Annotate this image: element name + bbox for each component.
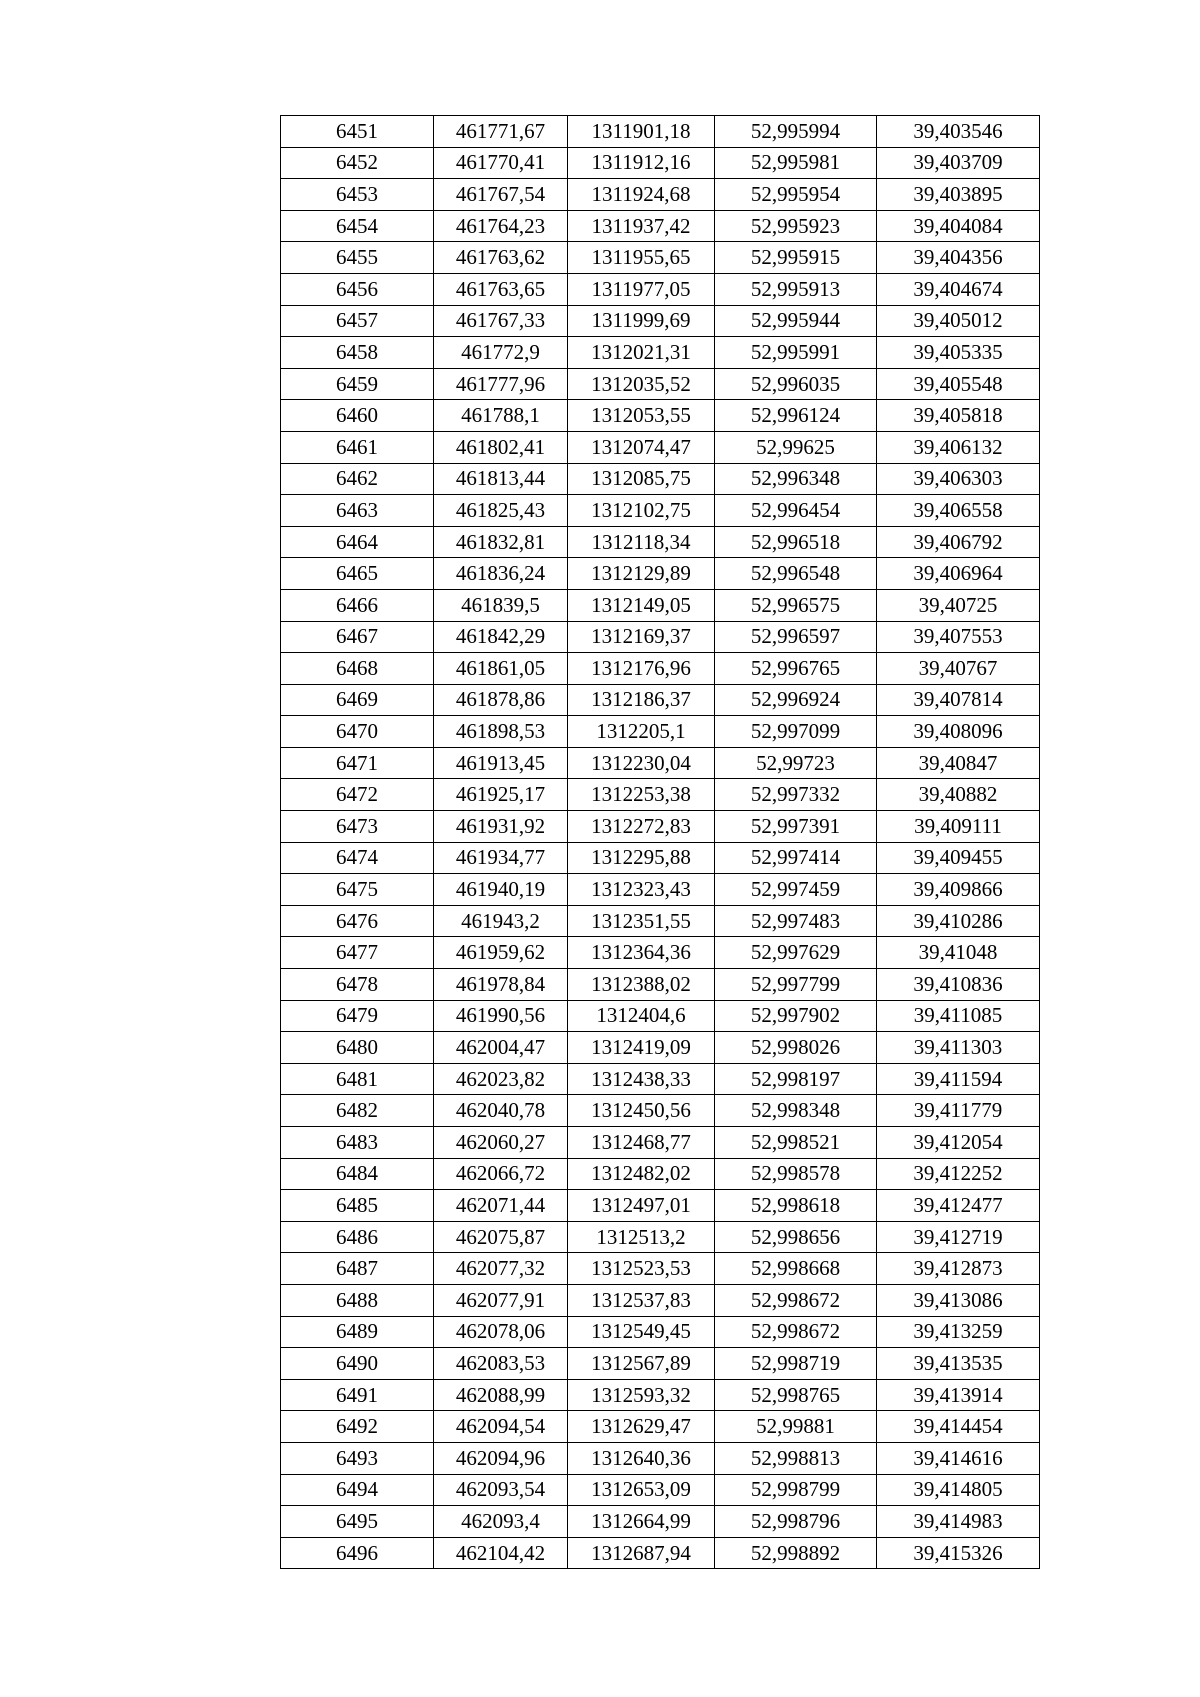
longitude-cell: 39,409111 bbox=[877, 811, 1040, 843]
point-number-cell: 6478 bbox=[281, 969, 434, 1001]
y-coordinate-cell: 1312364,36 bbox=[568, 937, 715, 969]
table-row bbox=[281, 1316, 1040, 1348]
point-number-cell: 6481 bbox=[281, 1063, 434, 1095]
y-coordinate-cell: 1312129,89 bbox=[568, 558, 715, 590]
point-number-cell: 6462 bbox=[281, 463, 434, 495]
longitude-cell: 39,405335 bbox=[877, 337, 1040, 369]
latitude-cell: 52,998892 bbox=[715, 1537, 877, 1569]
x-coordinate-cell: 461832,81 bbox=[434, 526, 568, 558]
y-coordinate-cell: 1312468,77 bbox=[568, 1127, 715, 1159]
latitude-cell: 52,996575 bbox=[715, 589, 877, 621]
latitude-cell: 52,995981 bbox=[715, 147, 877, 179]
latitude-cell: 52,996454 bbox=[715, 495, 877, 527]
longitude-cell: 39,413259 bbox=[877, 1316, 1040, 1348]
table-row bbox=[281, 1032, 1040, 1064]
latitude-cell: 52,998668 bbox=[715, 1253, 877, 1285]
x-coordinate-cell: 461825,43 bbox=[434, 495, 568, 527]
x-coordinate-cell: 462060,27 bbox=[434, 1127, 568, 1159]
latitude-cell: 52,99625 bbox=[715, 431, 877, 463]
latitude-cell: 52,998796 bbox=[715, 1506, 877, 1538]
x-coordinate-cell: 461934,77 bbox=[434, 842, 568, 874]
latitude-cell: 52,997332 bbox=[715, 779, 877, 811]
x-coordinate-cell: 462088,99 bbox=[434, 1379, 568, 1411]
point-number-cell: 6472 bbox=[281, 779, 434, 811]
point-number-cell: 6484 bbox=[281, 1158, 434, 1190]
x-coordinate-cell: 461763,65 bbox=[434, 273, 568, 305]
longitude-cell: 39,406792 bbox=[877, 526, 1040, 558]
latitude-cell: 52,996765 bbox=[715, 653, 877, 685]
point-number-cell: 6451 bbox=[281, 116, 434, 148]
point-number-cell: 6487 bbox=[281, 1253, 434, 1285]
latitude-cell: 52,99723 bbox=[715, 747, 877, 779]
x-coordinate-cell: 462004,47 bbox=[434, 1032, 568, 1064]
longitude-cell: 39,412477 bbox=[877, 1190, 1040, 1222]
point-number-cell: 6492 bbox=[281, 1411, 434, 1443]
table-row bbox=[281, 558, 1040, 590]
y-coordinate-cell: 1312523,53 bbox=[568, 1253, 715, 1285]
point-number-cell: 6459 bbox=[281, 368, 434, 400]
table-row bbox=[281, 653, 1040, 685]
y-coordinate-cell: 1312021,31 bbox=[568, 337, 715, 369]
latitude-cell: 52,995923 bbox=[715, 210, 877, 242]
table-row bbox=[281, 937, 1040, 969]
table-row bbox=[281, 1284, 1040, 1316]
x-coordinate-cell: 461764,23 bbox=[434, 210, 568, 242]
y-coordinate-cell: 1312537,83 bbox=[568, 1284, 715, 1316]
point-number-cell: 6494 bbox=[281, 1474, 434, 1506]
y-coordinate-cell: 1312388,02 bbox=[568, 969, 715, 1001]
longitude-cell: 39,40847 bbox=[877, 747, 1040, 779]
x-coordinate-cell: 461813,44 bbox=[434, 463, 568, 495]
longitude-cell: 39,411779 bbox=[877, 1095, 1040, 1127]
table-row bbox=[281, 210, 1040, 242]
y-coordinate-cell: 1312450,56 bbox=[568, 1095, 715, 1127]
point-number-cell: 6470 bbox=[281, 716, 434, 748]
longitude-cell: 39,405548 bbox=[877, 368, 1040, 400]
y-coordinate-cell: 1311955,65 bbox=[568, 242, 715, 274]
longitude-cell: 39,40725 bbox=[877, 589, 1040, 621]
longitude-cell: 39,408096 bbox=[877, 716, 1040, 748]
point-number-cell: 6479 bbox=[281, 1000, 434, 1032]
y-coordinate-cell: 1312053,55 bbox=[568, 400, 715, 432]
latitude-cell: 52,997391 bbox=[715, 811, 877, 843]
table-row bbox=[281, 1221, 1040, 1253]
point-number-cell: 6464 bbox=[281, 526, 434, 558]
y-coordinate-cell: 1312253,38 bbox=[568, 779, 715, 811]
y-coordinate-cell: 1312404,6 bbox=[568, 1000, 715, 1032]
y-coordinate-cell: 1312497,01 bbox=[568, 1190, 715, 1222]
point-number-cell: 6452 bbox=[281, 147, 434, 179]
table-row bbox=[281, 1000, 1040, 1032]
y-coordinate-cell: 1312149,05 bbox=[568, 589, 715, 621]
table-row bbox=[281, 874, 1040, 906]
longitude-cell: 39,412873 bbox=[877, 1253, 1040, 1285]
longitude-cell: 39,40882 bbox=[877, 779, 1040, 811]
latitude-cell: 52,998026 bbox=[715, 1032, 877, 1064]
point-number-cell: 6480 bbox=[281, 1032, 434, 1064]
coordinate-table-body bbox=[281, 116, 1040, 1569]
point-number-cell: 6471 bbox=[281, 747, 434, 779]
x-coordinate-cell: 461839,5 bbox=[434, 589, 568, 621]
x-coordinate-cell: 461925,17 bbox=[434, 779, 568, 811]
y-coordinate-cell: 1312567,89 bbox=[568, 1348, 715, 1380]
x-coordinate-cell: 461767,33 bbox=[434, 305, 568, 337]
x-coordinate-cell: 461842,29 bbox=[434, 621, 568, 653]
latitude-cell: 52,998348 bbox=[715, 1095, 877, 1127]
longitude-cell: 39,413914 bbox=[877, 1379, 1040, 1411]
longitude-cell: 39,412054 bbox=[877, 1127, 1040, 1159]
point-number-cell: 6469 bbox=[281, 684, 434, 716]
longitude-cell: 39,414454 bbox=[877, 1411, 1040, 1443]
point-number-cell: 6477 bbox=[281, 937, 434, 969]
y-coordinate-cell: 1311999,69 bbox=[568, 305, 715, 337]
point-number-cell: 6476 bbox=[281, 905, 434, 937]
y-coordinate-cell: 1312629,47 bbox=[568, 1411, 715, 1443]
latitude-cell: 52,996348 bbox=[715, 463, 877, 495]
table-row bbox=[281, 1379, 1040, 1411]
latitude-cell: 52,995913 bbox=[715, 273, 877, 305]
longitude-cell: 39,403546 bbox=[877, 116, 1040, 148]
longitude-cell: 39,403895 bbox=[877, 179, 1040, 211]
x-coordinate-cell: 461802,41 bbox=[434, 431, 568, 463]
longitude-cell: 39,412252 bbox=[877, 1158, 1040, 1190]
point-number-cell: 6466 bbox=[281, 589, 434, 621]
table-row bbox=[281, 1411, 1040, 1443]
latitude-cell: 52,996597 bbox=[715, 621, 877, 653]
x-coordinate-cell: 462040,78 bbox=[434, 1095, 568, 1127]
y-coordinate-cell: 1312593,32 bbox=[568, 1379, 715, 1411]
table-row bbox=[281, 1442, 1040, 1474]
longitude-cell: 39,410836 bbox=[877, 969, 1040, 1001]
longitude-cell: 39,411594 bbox=[877, 1063, 1040, 1095]
latitude-cell: 52,997099 bbox=[715, 716, 877, 748]
y-coordinate-cell: 1312438,33 bbox=[568, 1063, 715, 1095]
longitude-cell: 39,413535 bbox=[877, 1348, 1040, 1380]
y-coordinate-cell: 1312230,04 bbox=[568, 747, 715, 779]
latitude-cell: 52,997459 bbox=[715, 874, 877, 906]
table-row bbox=[281, 621, 1040, 653]
x-coordinate-cell: 461931,92 bbox=[434, 811, 568, 843]
point-number-cell: 6474 bbox=[281, 842, 434, 874]
y-coordinate-cell: 1312687,94 bbox=[568, 1537, 715, 1569]
y-coordinate-cell: 1312085,75 bbox=[568, 463, 715, 495]
longitude-cell: 39,409866 bbox=[877, 874, 1040, 906]
x-coordinate-cell: 461772,9 bbox=[434, 337, 568, 369]
y-coordinate-cell: 1312513,2 bbox=[568, 1221, 715, 1253]
longitude-cell: 39,411085 bbox=[877, 1000, 1040, 1032]
longitude-cell: 39,404356 bbox=[877, 242, 1040, 274]
point-number-cell: 6495 bbox=[281, 1506, 434, 1538]
y-coordinate-cell: 1312482,02 bbox=[568, 1158, 715, 1190]
y-coordinate-cell: 1312102,75 bbox=[568, 495, 715, 527]
table-row bbox=[281, 716, 1040, 748]
latitude-cell: 52,997629 bbox=[715, 937, 877, 969]
y-coordinate-cell: 1312351,55 bbox=[568, 905, 715, 937]
table-row bbox=[281, 811, 1040, 843]
latitude-cell: 52,998813 bbox=[715, 1442, 877, 1474]
x-coordinate-cell: 462104,42 bbox=[434, 1537, 568, 1569]
x-coordinate-cell: 461878,86 bbox=[434, 684, 568, 716]
point-number-cell: 6465 bbox=[281, 558, 434, 590]
point-number-cell: 6486 bbox=[281, 1221, 434, 1253]
point-number-cell: 6483 bbox=[281, 1127, 434, 1159]
point-number-cell: 6482 bbox=[281, 1095, 434, 1127]
point-number-cell: 6454 bbox=[281, 210, 434, 242]
longitude-cell: 39,407814 bbox=[877, 684, 1040, 716]
latitude-cell: 52,995991 bbox=[715, 337, 877, 369]
y-coordinate-cell: 1312419,09 bbox=[568, 1032, 715, 1064]
table-row bbox=[281, 273, 1040, 305]
table-row bbox=[281, 1537, 1040, 1569]
x-coordinate-cell: 462066,72 bbox=[434, 1158, 568, 1190]
latitude-cell: 52,995915 bbox=[715, 242, 877, 274]
table-row bbox=[281, 1095, 1040, 1127]
table-row bbox=[281, 1127, 1040, 1159]
y-coordinate-cell: 1312205,1 bbox=[568, 716, 715, 748]
x-coordinate-cell: 461770,41 bbox=[434, 147, 568, 179]
y-coordinate-cell: 1311901,18 bbox=[568, 116, 715, 148]
table-row bbox=[281, 368, 1040, 400]
longitude-cell: 39,410286 bbox=[877, 905, 1040, 937]
point-number-cell: 6475 bbox=[281, 874, 434, 906]
point-number-cell: 6485 bbox=[281, 1190, 434, 1222]
point-number-cell: 6493 bbox=[281, 1442, 434, 1474]
x-coordinate-cell: 461788,1 bbox=[434, 400, 568, 432]
x-coordinate-cell: 461990,56 bbox=[434, 1000, 568, 1032]
y-coordinate-cell: 1311912,16 bbox=[568, 147, 715, 179]
y-coordinate-cell: 1312295,88 bbox=[568, 842, 715, 874]
latitude-cell: 52,998672 bbox=[715, 1316, 877, 1348]
latitude-cell: 52,995954 bbox=[715, 179, 877, 211]
latitude-cell: 52,995994 bbox=[715, 116, 877, 148]
longitude-cell: 39,404084 bbox=[877, 210, 1040, 242]
longitude-cell: 39,414616 bbox=[877, 1442, 1040, 1474]
latitude-cell: 52,998578 bbox=[715, 1158, 877, 1190]
table-row bbox=[281, 242, 1040, 274]
latitude-cell: 52,998521 bbox=[715, 1127, 877, 1159]
longitude-cell: 39,40767 bbox=[877, 653, 1040, 685]
latitude-cell: 52,997799 bbox=[715, 969, 877, 1001]
x-coordinate-cell: 461771,67 bbox=[434, 116, 568, 148]
x-coordinate-cell: 461913,45 bbox=[434, 747, 568, 779]
table-row bbox=[281, 1348, 1040, 1380]
x-coordinate-cell: 462093,4 bbox=[434, 1506, 568, 1538]
y-coordinate-cell: 1312074,47 bbox=[568, 431, 715, 463]
longitude-cell: 39,407553 bbox=[877, 621, 1040, 653]
longitude-cell: 39,41048 bbox=[877, 937, 1040, 969]
y-coordinate-cell: 1312653,09 bbox=[568, 1474, 715, 1506]
x-coordinate-cell: 461898,53 bbox=[434, 716, 568, 748]
longitude-cell: 39,406558 bbox=[877, 495, 1040, 527]
y-coordinate-cell: 1312035,52 bbox=[568, 368, 715, 400]
point-number-cell: 6453 bbox=[281, 179, 434, 211]
longitude-cell: 39,404674 bbox=[877, 273, 1040, 305]
y-coordinate-cell: 1312272,83 bbox=[568, 811, 715, 843]
table-row bbox=[281, 400, 1040, 432]
table-row bbox=[281, 842, 1040, 874]
table-row bbox=[281, 495, 1040, 527]
latitude-cell: 52,998656 bbox=[715, 1221, 877, 1253]
table-row bbox=[281, 747, 1040, 779]
point-number-cell: 6461 bbox=[281, 431, 434, 463]
point-number-cell: 6457 bbox=[281, 305, 434, 337]
table-row bbox=[281, 526, 1040, 558]
table-row bbox=[281, 684, 1040, 716]
x-coordinate-cell: 462071,44 bbox=[434, 1190, 568, 1222]
table-row bbox=[281, 1506, 1040, 1538]
longitude-cell: 39,405012 bbox=[877, 305, 1040, 337]
point-number-cell: 6467 bbox=[281, 621, 434, 653]
latitude-cell: 52,997414 bbox=[715, 842, 877, 874]
x-coordinate-cell: 461777,96 bbox=[434, 368, 568, 400]
point-number-cell: 6488 bbox=[281, 1284, 434, 1316]
latitude-cell: 52,996124 bbox=[715, 400, 877, 432]
longitude-cell: 39,403709 bbox=[877, 147, 1040, 179]
longitude-cell: 39,413086 bbox=[877, 1284, 1040, 1316]
longitude-cell: 39,409455 bbox=[877, 842, 1040, 874]
x-coordinate-cell: 462075,87 bbox=[434, 1221, 568, 1253]
latitude-cell: 52,99881 bbox=[715, 1411, 877, 1443]
latitude-cell: 52,996548 bbox=[715, 558, 877, 590]
table-row bbox=[281, 305, 1040, 337]
longitude-cell: 39,414983 bbox=[877, 1506, 1040, 1538]
point-number-cell: 6490 bbox=[281, 1348, 434, 1380]
longitude-cell: 39,406964 bbox=[877, 558, 1040, 590]
x-coordinate-cell: 462093,54 bbox=[434, 1474, 568, 1506]
table-row bbox=[281, 589, 1040, 621]
x-coordinate-cell: 462023,82 bbox=[434, 1063, 568, 1095]
x-coordinate-cell: 461978,84 bbox=[434, 969, 568, 1001]
table-row bbox=[281, 179, 1040, 211]
latitude-cell: 52,998799 bbox=[715, 1474, 877, 1506]
point-number-cell: 6468 bbox=[281, 653, 434, 685]
coordinate-table bbox=[280, 115, 1040, 1569]
y-coordinate-cell: 1311937,42 bbox=[568, 210, 715, 242]
point-number-cell: 6473 bbox=[281, 811, 434, 843]
y-coordinate-cell: 1311924,68 bbox=[568, 179, 715, 211]
y-coordinate-cell: 1312176,96 bbox=[568, 653, 715, 685]
table-row bbox=[281, 337, 1040, 369]
longitude-cell: 39,411303 bbox=[877, 1032, 1040, 1064]
table-row bbox=[281, 1158, 1040, 1190]
x-coordinate-cell: 462083,53 bbox=[434, 1348, 568, 1380]
longitude-cell: 39,412719 bbox=[877, 1221, 1040, 1253]
point-number-cell: 6460 bbox=[281, 400, 434, 432]
x-coordinate-cell: 462077,91 bbox=[434, 1284, 568, 1316]
x-coordinate-cell: 461861,05 bbox=[434, 653, 568, 685]
latitude-cell: 52,998765 bbox=[715, 1379, 877, 1411]
latitude-cell: 52,998719 bbox=[715, 1348, 877, 1380]
y-coordinate-cell: 1311977,05 bbox=[568, 273, 715, 305]
point-number-cell: 6489 bbox=[281, 1316, 434, 1348]
x-coordinate-cell: 462077,32 bbox=[434, 1253, 568, 1285]
y-coordinate-cell: 1312640,36 bbox=[568, 1442, 715, 1474]
x-coordinate-cell: 461940,19 bbox=[434, 874, 568, 906]
point-number-cell: 6456 bbox=[281, 273, 434, 305]
point-number-cell: 6458 bbox=[281, 337, 434, 369]
table-row bbox=[281, 969, 1040, 1001]
point-number-cell: 6463 bbox=[281, 495, 434, 527]
x-coordinate-cell: 462078,06 bbox=[434, 1316, 568, 1348]
longitude-cell: 39,406132 bbox=[877, 431, 1040, 463]
table-row bbox=[281, 1063, 1040, 1095]
table-row bbox=[281, 1253, 1040, 1285]
point-number-cell: 6496 bbox=[281, 1537, 434, 1569]
latitude-cell: 52,996035 bbox=[715, 368, 877, 400]
latitude-cell: 52,995944 bbox=[715, 305, 877, 337]
latitude-cell: 52,996518 bbox=[715, 526, 877, 558]
y-coordinate-cell: 1312169,37 bbox=[568, 621, 715, 653]
x-coordinate-cell: 462094,96 bbox=[434, 1442, 568, 1474]
latitude-cell: 52,997483 bbox=[715, 905, 877, 937]
table-row bbox=[281, 1190, 1040, 1222]
longitude-cell: 39,415326 bbox=[877, 1537, 1040, 1569]
y-coordinate-cell: 1312186,37 bbox=[568, 684, 715, 716]
x-coordinate-cell: 461959,62 bbox=[434, 937, 568, 969]
table-row bbox=[281, 905, 1040, 937]
table-row bbox=[281, 431, 1040, 463]
latitude-cell: 52,997902 bbox=[715, 1000, 877, 1032]
table-row bbox=[281, 779, 1040, 811]
longitude-cell: 39,405818 bbox=[877, 400, 1040, 432]
x-coordinate-cell: 461763,62 bbox=[434, 242, 568, 274]
table-row bbox=[281, 116, 1040, 148]
table-row bbox=[281, 463, 1040, 495]
x-coordinate-cell: 461836,24 bbox=[434, 558, 568, 590]
longitude-cell: 39,414805 bbox=[877, 1474, 1040, 1506]
x-coordinate-cell: 461767,54 bbox=[434, 179, 568, 211]
latitude-cell: 52,998197 bbox=[715, 1063, 877, 1095]
y-coordinate-cell: 1312323,43 bbox=[568, 874, 715, 906]
table-row bbox=[281, 1474, 1040, 1506]
longitude-cell: 39,406303 bbox=[877, 463, 1040, 495]
latitude-cell: 52,998618 bbox=[715, 1190, 877, 1222]
point-number-cell: 6491 bbox=[281, 1379, 434, 1411]
x-coordinate-cell: 462094,54 bbox=[434, 1411, 568, 1443]
y-coordinate-cell: 1312549,45 bbox=[568, 1316, 715, 1348]
y-coordinate-cell: 1312664,99 bbox=[568, 1506, 715, 1538]
x-coordinate-cell: 461943,2 bbox=[434, 905, 568, 937]
point-number-cell: 6455 bbox=[281, 242, 434, 274]
latitude-cell: 52,998672 bbox=[715, 1284, 877, 1316]
latitude-cell: 52,996924 bbox=[715, 684, 877, 716]
y-coordinate-cell: 1312118,34 bbox=[568, 526, 715, 558]
table-row bbox=[281, 147, 1040, 179]
